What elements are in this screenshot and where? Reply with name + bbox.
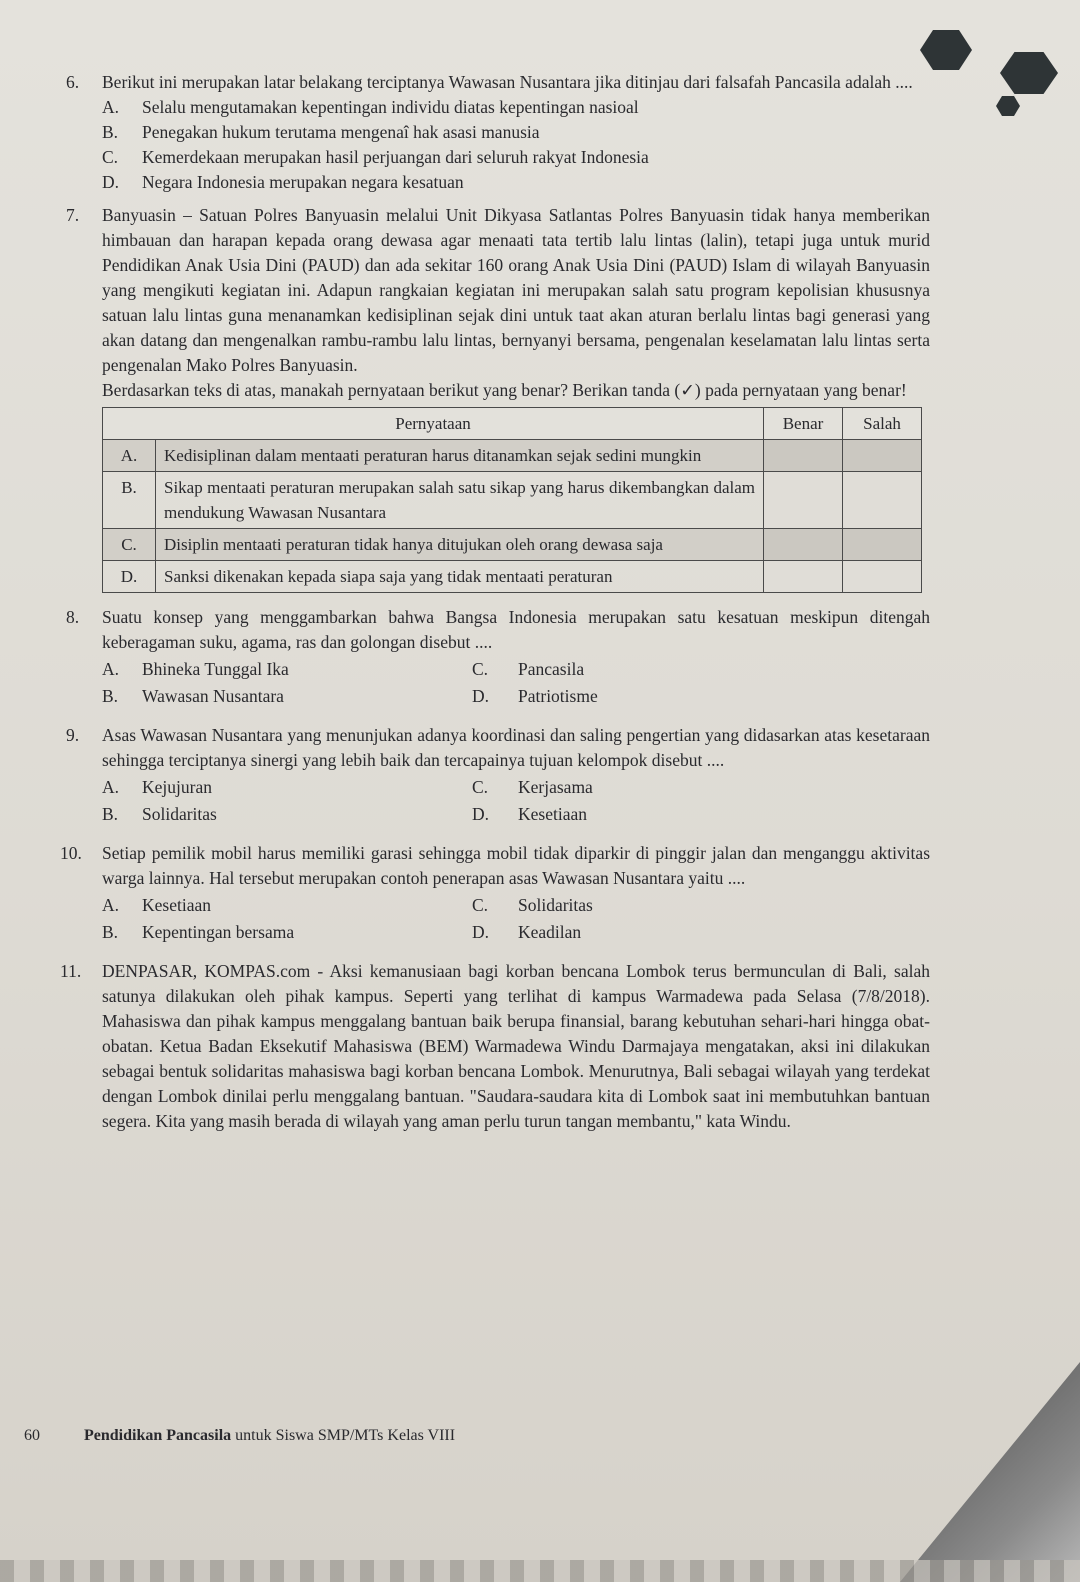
question-instruction: Berdasarkan teks di atas, manakah pernyataan berikut yang benar? Berikan tanda (✓) pada pernyataan yang benar! (102, 380, 907, 400)
question-text: Banyuasin – Satuan Polres Banyuasin melalui Unit Dikyasa Satlantas Polres Banyuasin tidak hanya memberikan himbauan dan harapan kepada orang dewasa agar menaati tata tertib lalu lintas (lalin), tetapi juga untuk murid Pendidikan Anak Usia Dini (PAUD) dan ada sekitar 160 orang Anak Usia Dini (PAUD) Islam di wilayah Banyuasin yang mengikuti kegiatan ini. Adapun rangkaian kegiatan ini merupakan salah satu program kepolisian khususnya satuan lalu lintas guna menanamkan kedisiplinan sejak dini untuk taat akan aturan berlalu lintas bagi generasi yang akan datang dan mengenalkan rambu-rambu lalu lintas, bernyanyi bersama, pengenalan keselamatan lalu lintas serta pengenalan Mako Polres Banyuasin. (102, 205, 930, 375)
option-text: Kepentingan bersama (142, 922, 295, 942)
row-statement: Sanksi dikenakan kepada siapa saja yang tidak mentaati peraturan (156, 561, 764, 593)
question-11 (60, 959, 930, 1134)
question-text: DENPASAR, KOMPAS.com - Aksi kemanusiaan bagi korban bencana Lombok terus bermunculan di Bali, salah satunya dilakukan oleh pihak kampus. Seperti yang terlihat di kampus Warmadewa pada Selasa (7/8/2018). Mahasiswa dan pihak kampus menggalang bantuan baik berupa finansial, barang kebutuhan sehari-hari hingga obat-obatan. Ketua Badan Eksekutif Mahasiswa (BEM) Warmadewa Windu Darmajaya mengatakan, aksi ini dilakukan sebagai bentuk solidaritas mahasiswa bagi korban bencana Lombok. Menurutnya, Bali sebagai wilayah yang terdekat dengan Lombok dinilai perlu menggalang bantuan. "Saudara-saudara kita di Lombok saat ini membutuhkan bantuan segera. Kita yang masih berada di wilayah yang aman perlu turun tangan membantu," kata Windu. (102, 961, 930, 1131)
header-false: Salah (843, 408, 922, 440)
question-8 (60, 605, 930, 709)
table-row (103, 440, 922, 472)
book-title: Pendidikan Pancasila (84, 1427, 232, 1444)
question-number: 9. (66, 725, 80, 745)
option-letter: D. (472, 686, 490, 706)
option-text: Kesetiaan (142, 895, 211, 915)
option-text: Patriotisme (518, 686, 598, 706)
question-9 (60, 723, 930, 827)
option-text: Kemerdekaan merupakan hasil perjuangan dari seluruh rakyat Indonesia (142, 147, 649, 167)
table-row (103, 529, 922, 561)
question-text: Setiap pemilik mobil harus memiliki garasi sehingga mobil tidak diparkir di pinggir jalan dan menganggu aktivitas warga lainnya. Hal tersebut merupakan contoh penerapan asas Wawasan Nusantara yaitu .... (102, 843, 930, 888)
option-letter: D. (472, 804, 490, 824)
options-grid (102, 893, 930, 945)
table-row (103, 561, 922, 593)
option-c (472, 893, 872, 918)
question-number: 6. (66, 72, 80, 92)
option-text: Keadilan (518, 922, 582, 942)
option-text: Selalu mengutamakan kepentingan individu diatas kepentingan nasioal (142, 97, 639, 117)
option-b (102, 920, 472, 945)
option-letter: B. (102, 686, 119, 706)
option-letter: C. (472, 895, 489, 915)
option-b (102, 120, 930, 145)
question-number: 11. (60, 961, 82, 981)
option-letter: B. (102, 922, 119, 942)
option-a (102, 893, 472, 918)
option-text: Wawasan Nusantara (142, 686, 284, 706)
option-letter: C. (472, 777, 489, 797)
option-a (102, 95, 930, 120)
row-letter: A. (103, 440, 156, 472)
row-statement: Sikap mentaati peraturan merupakan salah satu sikap yang harus dikembangkan dalam mendukung Wawasan Nusantara (156, 472, 764, 529)
option-d (102, 170, 930, 195)
question-10 (60, 841, 930, 945)
option-d (472, 802, 872, 827)
page-edge (0, 1560, 1080, 1582)
false-checkbox-cell[interactable] (843, 529, 922, 561)
option-c (472, 775, 872, 800)
option-b (102, 802, 472, 827)
hexagon-decoration (920, 30, 972, 70)
question-number: 10. (60, 843, 82, 863)
option-letter: C. (102, 147, 119, 167)
false-checkbox-cell[interactable] (843, 472, 922, 529)
header-true: Benar (764, 408, 843, 440)
page-number: 60 (24, 1427, 40, 1444)
option-d (472, 920, 872, 945)
option-text: Pancasila (518, 659, 585, 679)
option-text: Solidaritas (142, 804, 217, 824)
option-letter: A. (102, 97, 120, 117)
option-text: Negara Indonesia merupakan negara kesatuan (142, 172, 464, 192)
option-a (102, 657, 472, 682)
question-text: Suatu konsep yang menggambarkan bahwa Bangsa Indonesia merupakan satu kesatuan meskipun ditengah keberagaman suku, agama, ras dan golongan disebut .... (102, 607, 930, 652)
false-checkbox-cell[interactable] (843, 561, 922, 593)
header-statement: Pernyataan (103, 408, 764, 440)
option-letter: A. (102, 659, 120, 679)
false-checkbox-cell[interactable] (843, 440, 922, 472)
option-c (472, 657, 872, 682)
question-6 (60, 70, 930, 195)
true-checkbox-cell[interactable] (764, 472, 843, 529)
row-statement: Disiplin mentaati peraturan tidak hanya ditujukan oleh orang dewasa saja (156, 529, 764, 561)
true-checkbox-cell[interactable] (764, 561, 843, 593)
hexagon-decoration (1000, 52, 1058, 94)
true-checkbox-cell[interactable] (764, 440, 843, 472)
option-text: Bhineka Tunggal Ika (142, 659, 289, 679)
page-footer (24, 1427, 455, 1445)
options-grid (102, 657, 930, 709)
question-7 (60, 203, 930, 403)
option-letter: B. (102, 122, 119, 142)
option-letter: D. (472, 922, 490, 942)
page-curl-shadow (900, 1362, 1080, 1582)
row-letter: B. (103, 472, 156, 529)
option-b (102, 684, 472, 709)
row-statement: Kedisiplinan dalam mentaati peraturan harus ditanamkan sejak sedini mungkin (156, 440, 764, 472)
page-content (60, 70, 930, 1134)
option-d (472, 684, 872, 709)
option-text: Solidaritas (518, 895, 593, 915)
option-c (102, 145, 930, 170)
option-a (102, 775, 472, 800)
row-letter: C. (103, 529, 156, 561)
table-header-row (103, 408, 922, 440)
option-letter: B. (102, 804, 119, 824)
option-letter: C. (472, 659, 489, 679)
true-checkbox-cell[interactable] (764, 529, 843, 561)
option-letter: D. (102, 172, 120, 192)
book-subtitle: untuk Siswa SMP/MTs Kelas VIII (235, 1427, 456, 1444)
options-grid (102, 775, 930, 827)
option-text: Kejujuran (142, 777, 212, 797)
statement-table (102, 407, 922, 593)
table-row (103, 472, 922, 529)
option-text: Kerjasama (518, 777, 593, 797)
question-number: 7. (66, 205, 80, 225)
option-text: Kesetiaan (518, 804, 587, 824)
option-letter: A. (102, 777, 120, 797)
option-text: Penegakan hukum terutama mengenaî hak asasi manusia (142, 122, 540, 142)
question-text: Asas Wawasan Nusantara yang menunjukan adanya koordinasi dan saling pengertian yang didasarkan atas kesetaraan sehingga terciptanya sinergi yang lebih baik dan tercapainya tujuan kelompok disebut .... (102, 725, 930, 770)
question-text: Berikut ini merupakan latar belakang terciptanya Wawasan Nusantara jika ditinjau dari falsafah Pancasila adalah .... (102, 72, 913, 92)
hexagon-decoration (996, 96, 1020, 116)
row-letter: D. (103, 561, 156, 593)
option-letter: A. (102, 895, 120, 915)
question-number: 8. (66, 607, 80, 627)
